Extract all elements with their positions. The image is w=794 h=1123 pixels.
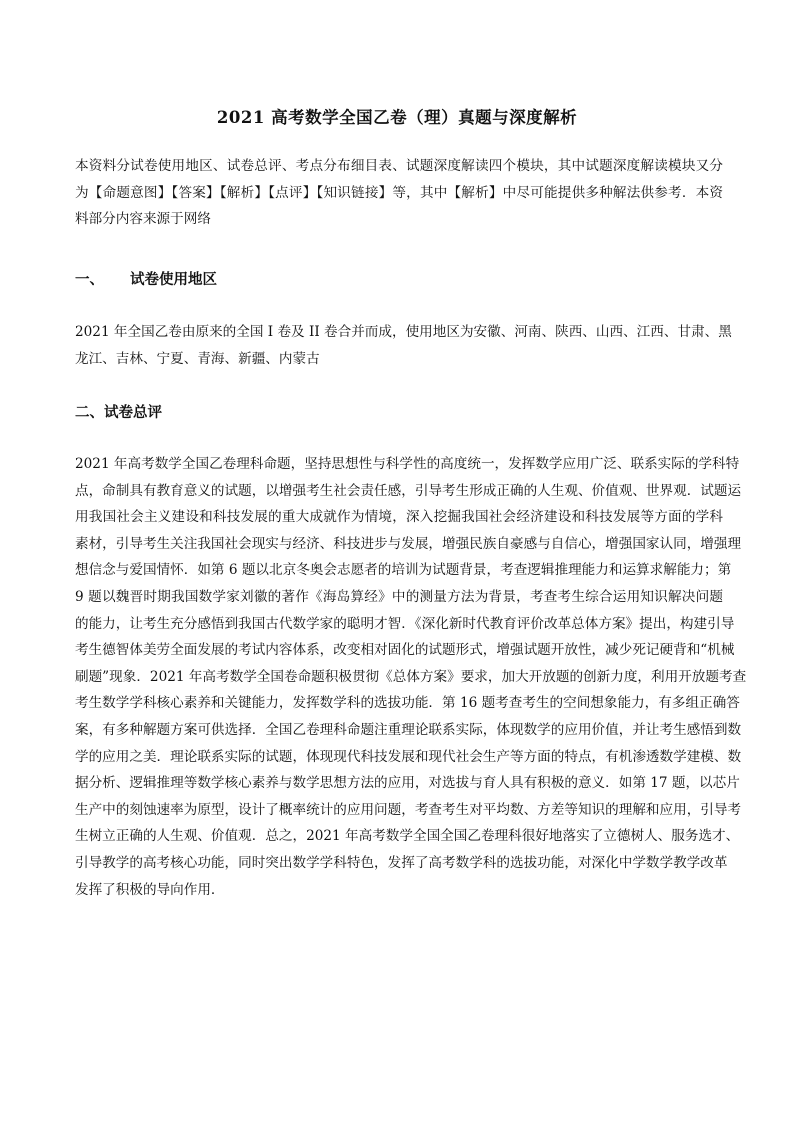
review-line: 据分析、逻辑推理等数学核心素养与数学思想方法的应用，对选拔与育人具有积极的意义．如第 17 题，以芯片 <box>75 775 740 792</box>
review-line: 2021 年高考数学全国乙卷理科命题，坚持思想性与科学性的高度统一，发挥数学应用广泛、联系实际的学科特 <box>75 456 740 472</box>
review-line: 点，命制具有教育意义的试题，以增强考生社会责任感，引导考生形成正确的人生观、价值观、世界观．试题运 <box>75 482 742 499</box>
review-line: 生树立正确的人生观、价值观．总之，2021 年高考数学全国全国乙卷理科很好地落实了立德树人、服务选才、 <box>75 828 740 845</box>
review-line: 用我国社会主义建设和科技发展的重大成就作为情境，深入挖掘我国社会经济建设和科技发展等方面的学科 <box>75 509 723 526</box>
review-line: 考生数学学科核心素养和关键能力，发挥数学科的选拔功能．第 16 题考查考生的空间想象能力，有多组正确答 <box>75 695 740 712</box>
review-line: 的能力，让考生充分感悟到我国古代数学家的聪明才智．《深化新时代教育评价改革总体方案》提出，构建引导 <box>75 615 735 632</box>
section-heading-usage-regions <box>75 268 217 289</box>
section-heading-overall-review <box>75 401 162 422</box>
review-line: 学的应用之美．理论联系实际的试题，体现现代科技发展和现代社会生产等方面的特点，有机渗透数学建模、数 <box>75 748 742 765</box>
intro-line: 为【命题意图】【答案】【解析】【点评】【知识链接】等，其中【解析】中尽可能提供多种解法供参考．本资 <box>75 184 723 201</box>
usage-line: 龙江、吉林、宁夏、青海、新疆、内蒙古 <box>75 350 320 367</box>
usage-regions-paragraph <box>75 319 732 372</box>
overall-review-paragraph <box>75 451 747 903</box>
review-line: 引导教学的高考核心功能，同时突出数学学科特色，发挥了高考数学科的选拔功能，对深化中学数学教学改革 <box>75 854 728 871</box>
usage-line: 2021 年全国乙卷由原来的全国 I 卷及 II 卷合并而成，使用地区为安徽、河南、陕西、山西、江西、甘肃、黑 <box>75 324 732 340</box>
intro-line: 料部分内容来源于网络 <box>75 211 211 228</box>
review-line: 发挥了积极的导向作用． <box>75 881 225 898</box>
review-line: 9 题以魏晋时期我国数学家刘徽的著作《海岛算经》中的测量方法为背景，考查考生综合运用知识解决问题 <box>75 588 723 605</box>
review-line: 素材，引导考生关注我国社会现实与经济、科技进步与发展，增强民族自豪感与自信心，增强国家认同，增强理 <box>75 535 742 552</box>
review-line: 考生德智体美劳全面发展的考试内容体系，改变相对固化的试题形式，增强试题开放性，减少死记硬背和“机械 <box>75 642 735 659</box>
document-title: 2021 高考数学全国乙卷（理）真题与深度解析 <box>216 108 578 127</box>
intro-line: 本资料分试卷使用地区、试卷总评、考点分布细目表、试题深度解读四个模块，其中试题深度解读模块又分 <box>75 158 723 174</box>
section-title: 试卷使用地区 <box>130 272 217 288</box>
review-line: 案，有多种解题方案可供选择．全国乙卷理科命题注重理论联系实际，体现数学的应用价值，并让考生感悟到数 <box>75 721 742 738</box>
section-number: 二、 <box>75 405 104 421</box>
section-title: 试卷总评 <box>104 405 162 421</box>
intro-paragraph <box>75 153 723 233</box>
review-line: 刷题”现象．2021 年高考数学全国卷命题积极贯彻《总体方案》要求，加大开放题的创新力度，利用开放题考查 <box>75 668 747 685</box>
review-line: 想信念与爱国情怀．如第 6 题以北京冬奥会志愿者的培训为试题背景，考查逻辑推理能力和运算求解能力；第 <box>75 562 732 579</box>
section-number: 一、 <box>75 272 104 288</box>
review-line: 生产中的刻蚀速率为原型，设计了概率统计的应用问题，考查考生对平均数、方差等知识的理解和应用，引导考 <box>75 801 742 818</box>
